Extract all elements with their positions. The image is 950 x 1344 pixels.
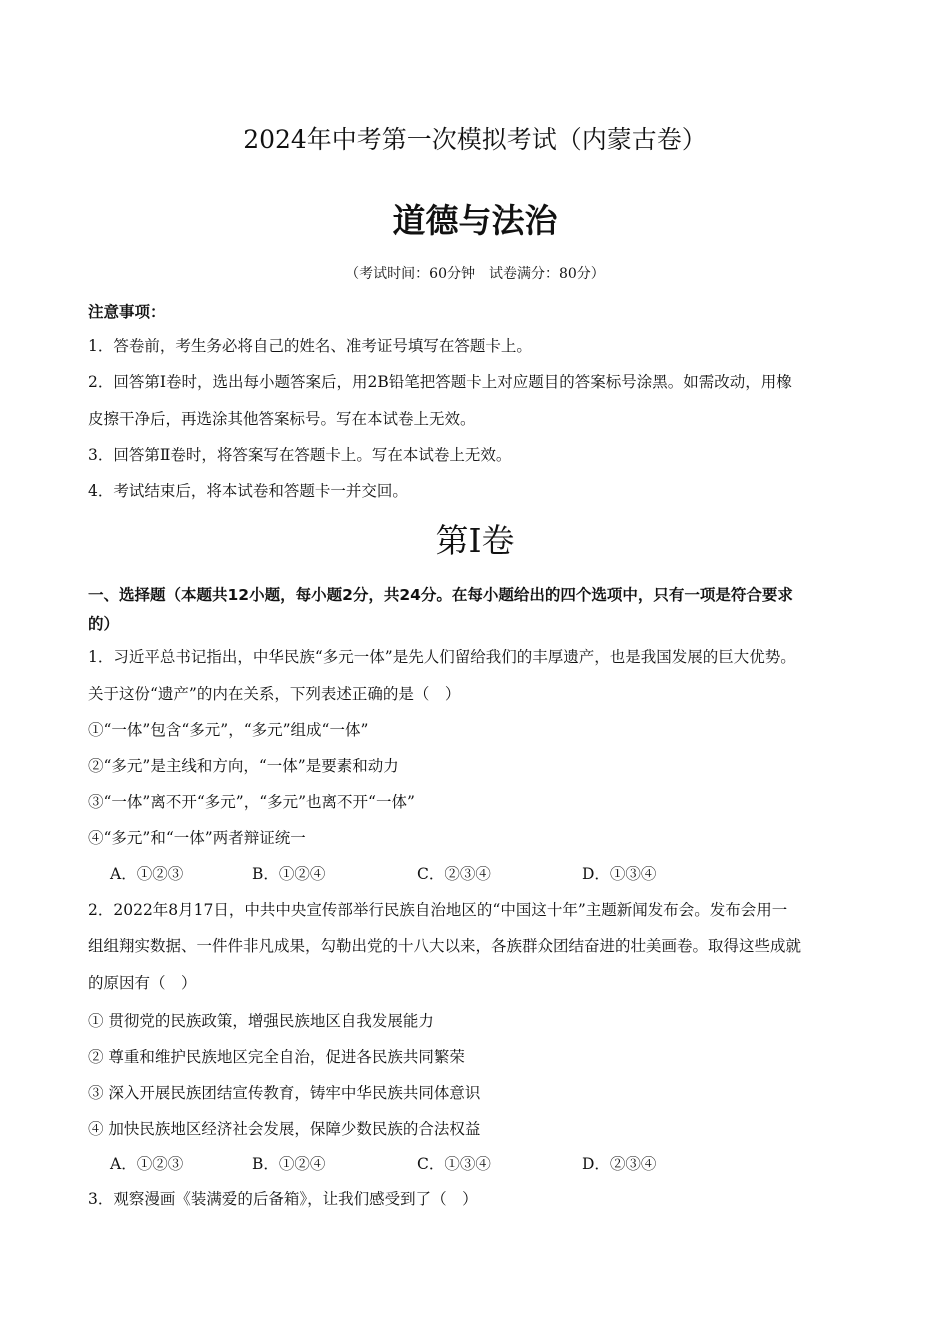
question-1-statement: ①“一体”包含“多元”，“多元”组成“一体” xyxy=(88,721,369,739)
question-2-option-c: C．①③④ xyxy=(417,1155,491,1173)
subject-title: 道德与法治 xyxy=(392,201,558,240)
question-1-option-b: B．①②④ xyxy=(252,865,326,883)
notes-heading: 注意事项： xyxy=(88,303,166,321)
question-1-statement: ②“多元”是主线和方向，“一体”是要素和动力 xyxy=(88,757,399,775)
note-item: 4．考试结束后，将本试卷和答题卡一并交回。 xyxy=(88,482,408,500)
question-2-statement: ② 尊重和维护民族地区完全自治，促进各民族共同繁荣 xyxy=(88,1048,465,1066)
question-2-text: 2．2022年8月17日，中共中央宣传部举行民族自治地区的“中国这十年”主题新闻发布会。发布会用一 xyxy=(88,901,788,919)
exam-title: 2024年中考第一次模拟考试（内蒙古卷） xyxy=(243,125,707,154)
question-2-statement: ① 贯彻党的民族政策，增强民族地区自我发展能力 xyxy=(88,1012,434,1030)
section-heading-cont: 的） xyxy=(88,615,120,633)
section-heading: 一、选择题（本题共12小题，每小题2分，共24分。在每小题给出的四个选项中，只有一项是符合要求 xyxy=(88,586,793,604)
question-2-statement: ③ 深入开展民族团结宣传教育，铸牢中华民族共同体意识 xyxy=(88,1084,481,1102)
question-1-option-a: A．①②③ xyxy=(110,865,184,883)
question-1-statement: ③“一体”离不开“多元”，“多元”也离不开“一体” xyxy=(88,793,415,811)
question-2-option-d: D．②③④ xyxy=(582,1155,657,1173)
note-item: 2．回答第Ⅰ卷时，选出每小题答案后，用2B铅笔把答题卡上对应题目的答案标号涂黑。如需改动，用橡 xyxy=(88,373,792,391)
question-2-text: 的原因有（ ） xyxy=(88,974,197,992)
question-2-statement: ④ 加快民族地区经济社会发展，保障少数民族的合法权益 xyxy=(88,1120,481,1138)
question-1-text: 1．习近平总书记指出，中华民族“多元一体”是先人们留给我们的丰厚遗产，也是我国发展的巨大优势。 xyxy=(88,648,796,666)
question-1-text: 关于这份“遗产”的内在关系，下列表述正确的是（ ） xyxy=(88,685,461,703)
question-2-option-a: A．①②③ xyxy=(110,1155,184,1173)
exam-info: （考试时间：60分钟 试卷满分：80分） xyxy=(345,266,605,282)
note-item: 皮擦干净后，再选涂其他答案标号。写在本试卷上无效。 xyxy=(88,410,476,428)
part-title: 第Ⅰ卷 xyxy=(435,521,515,560)
note-item: 3．回答第Ⅱ卷时，将答案写在答题卡上。写在本试卷上无效。 xyxy=(88,446,512,464)
question-2-option-b: B．①②④ xyxy=(252,1155,326,1173)
note-item: 1．答卷前，考生务必将自己的姓名、准考证号填写在答题卡上。 xyxy=(88,337,532,355)
question-1-option-c: C．②③④ xyxy=(417,865,491,883)
question-1-option-d: D．①③④ xyxy=(582,865,657,883)
question-3-text: 3．观察漫画《装满爱的后备箱》，让我们感受到了（ ） xyxy=(88,1190,478,1208)
question-1-statement: ④“多元”和“一体”两者辩证统一 xyxy=(88,829,306,847)
question-2-text: 组组翔实数据、一件件非凡成果，勾勒出党的十八大以来，各族群众团结奋进的壮美画卷。取得这些成就 xyxy=(88,937,802,955)
